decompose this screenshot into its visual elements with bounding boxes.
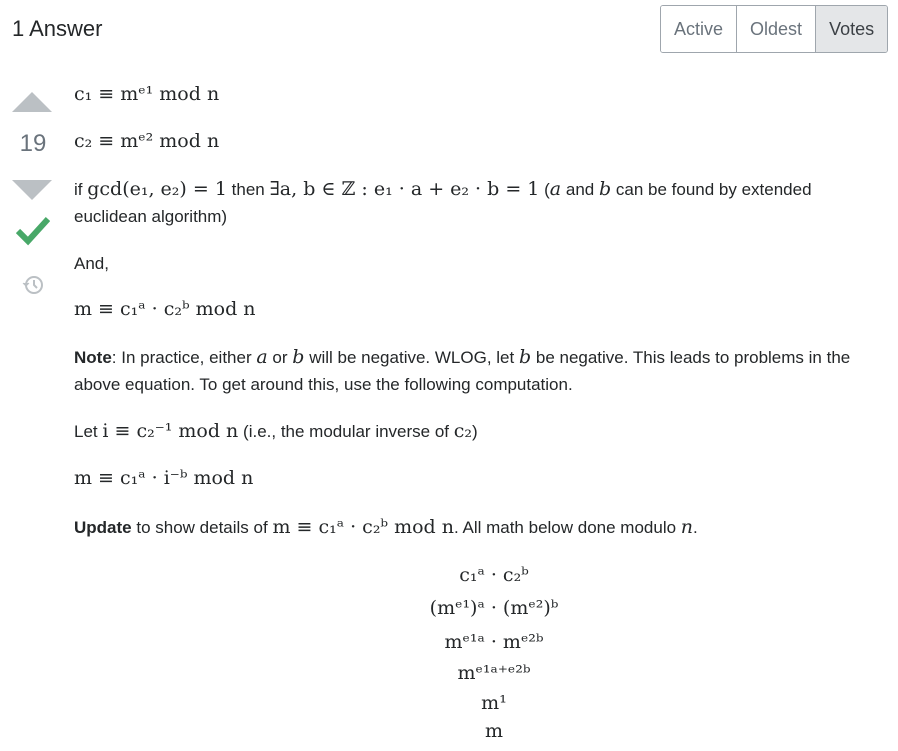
paragraph-gcd (74, 176, 874, 230)
note-text-2: will be negative. WLOG, let (309, 348, 515, 367)
equation-c2: c₂ ≡ mᵉ² mod n (74, 130, 220, 152)
and-text: And, (74, 254, 109, 273)
derivation-step-4: mᵉ¹ᵃ⁺ᵉ²ᵇ (457, 662, 531, 684)
equation-inverse: m ≡ c₁ᵃ · i⁻ᵇ mod n (74, 467, 254, 489)
equation-m: m ≡ c₁ᵃ · c₂ᵇ mod n (74, 298, 256, 320)
let-c2: c₂ (453, 420, 473, 442)
history-icon[interactable] (22, 274, 44, 296)
note-label: Note (74, 348, 112, 367)
p1-exists: ∃a, b ∈ ℤ : e₁ · a + e₂ · b = 1 (269, 178, 540, 200)
p1-then: then (231, 180, 265, 199)
p1-gcd: gcd(e₁, e₂) = 1 (87, 178, 227, 200)
let-suffix: (i.e., the modular inverse of (243, 422, 450, 441)
derivation-step-2: (mᵉ¹)ᵃ · (mᵉ²)ᵇ (429, 597, 559, 619)
p1-b: b (598, 178, 612, 200)
note-text-1: : In practice, either (111, 348, 252, 367)
note-a: a (256, 346, 268, 368)
note-text-3: be negative. This leads to problems in the above equation. To get around this, use the following computation. (74, 348, 851, 394)
update-tail: . All math below done modulo (453, 518, 677, 537)
note-b: b (292, 346, 305, 368)
update-period: . (693, 518, 698, 537)
let-prefix: Let (74, 422, 98, 441)
paragraph-update (74, 514, 698, 541)
let-close: ) (472, 422, 478, 441)
downvote-icon[interactable] (12, 180, 52, 200)
derivation-step-5: m¹ (481, 692, 507, 714)
sort-tabs (660, 5, 888, 53)
paragraph-note (74, 344, 874, 398)
note-or: or (272, 348, 288, 367)
derivation-step-3: mᵉ¹ᵃ · mᵉ²ᵇ (444, 631, 544, 653)
update-equation: m ≡ c₁ᵃ · c₂ᵇ mod n (272, 516, 454, 538)
sort-tab-oldest[interactable]: Oldest (737, 6, 816, 52)
derivation-step-1: c₁ᵃ · c₂ᵇ (459, 564, 529, 586)
update-text: to show details of (136, 518, 268, 537)
note-b2: b (518, 346, 532, 368)
equation-c1: c₁ ≡ mᵉ¹ mod n (74, 83, 220, 105)
update-label: Update (74, 518, 132, 537)
p1-prefix: if (74, 180, 83, 199)
upvote-icon[interactable] (12, 92, 52, 112)
p1-tail: can be found by extended euclidean algorithm) (74, 180, 812, 226)
accepted-checkmark-icon (16, 216, 50, 246)
sort-tab-votes[interactable]: Votes (816, 6, 887, 52)
p1-paren-open: ( (544, 180, 550, 199)
sort-tab-active[interactable]: Active (661, 6, 737, 52)
answers-header-title: 1 Answer (12, 16, 103, 41)
paragraph-let (74, 418, 478, 445)
p1-and: and (565, 180, 595, 199)
derivation-step-6: m (484, 720, 504, 742)
p1-a: a (549, 178, 562, 200)
update-n: n (680, 516, 694, 538)
let-equation: i ≡ c₂⁻¹ mod n (102, 420, 239, 442)
vote-count: 19 (19, 130, 47, 157)
